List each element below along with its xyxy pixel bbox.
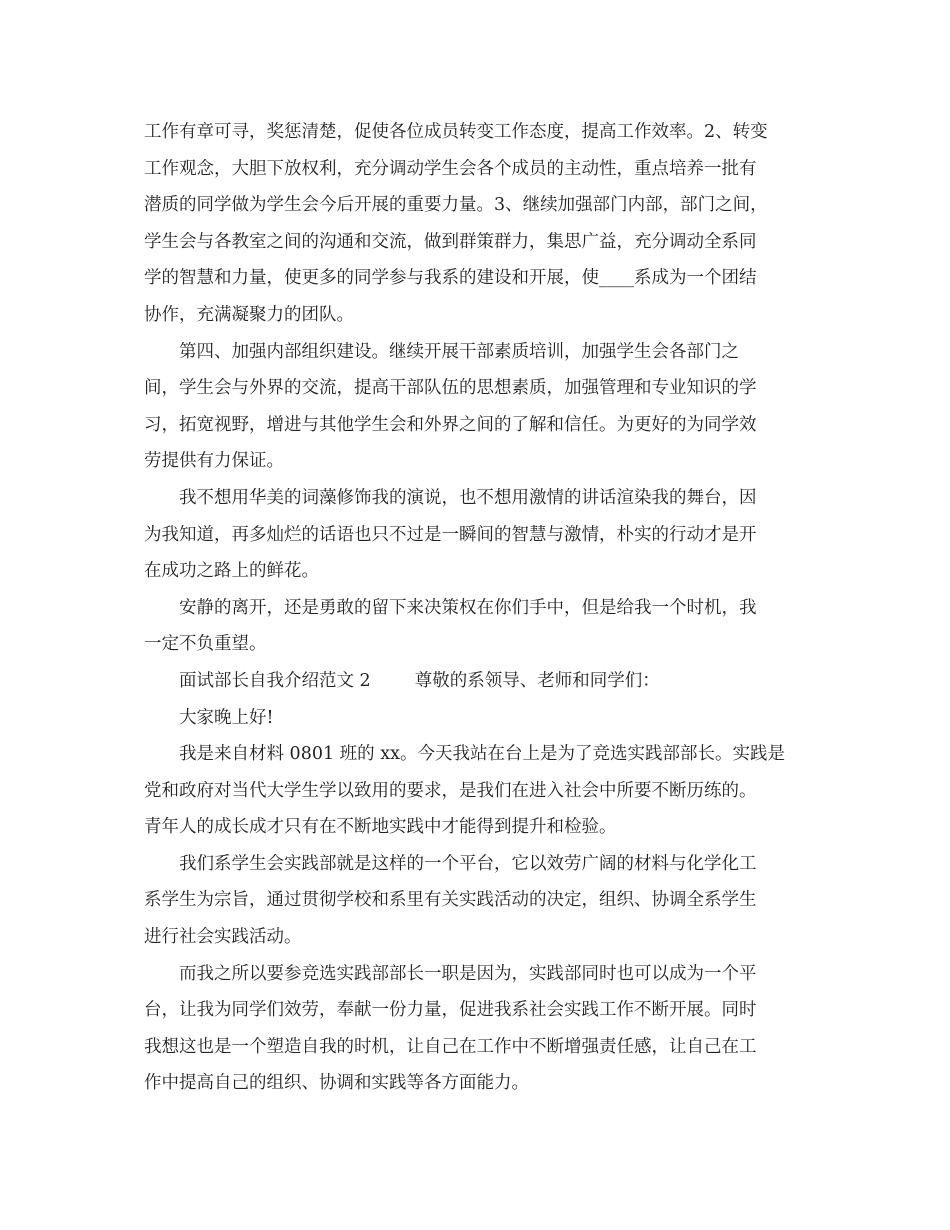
section-heading-line (144, 663, 812, 700)
paragraph-start-line: 而我之所以要参竞选实践部部长一职是因为，实践部同时也可以成为一个平 (179, 963, 757, 984)
paragraph-start-line: 我不想用华美的词藻修饰我的演说，也不想用激情的讲话渲染我的舞台，因 (179, 487, 757, 508)
text-line: 系学生为宗旨，通过贯彻学校和系里有关实践活动的决定，组织、协调全系学生 (144, 890, 757, 911)
paragraph-start-line: 安静的离开，还是勇敢的留下来决策权在你们手中，但是给我一个时机，我 (179, 597, 757, 618)
text-line: 在成功之路上的鲜花。 (144, 561, 319, 582)
greeting-line: 大家晚上好! (179, 707, 274, 728)
text-line: 进行社会实践活动。 (144, 927, 302, 948)
text-line: 习，拓宽视野，增进与其他学生会和外界之间的了解和信任。为更好的为同学效 (144, 414, 757, 435)
text-line: 学生会与各教室之间的沟通和交流，做到群策群力，集思广益，充分调动全系同 (144, 231, 757, 252)
section-title: 面试部长自我介绍范文 2 (179, 670, 371, 691)
text-line: 台，让我为同学们效劳，奉献一份力量，促进我系社会实践工作不断开展。同时 (144, 1000, 757, 1021)
text-line: 一定不负重望。 (144, 634, 267, 655)
text-line: 学的智慧和力量，使更多的同学参与我系的建设和开展，使____系成为一个团结 (144, 268, 757, 289)
paragraph-start-line: 我是来自材料 0801 班的 xx。今天我站在台上是为了竞选实践部部长。实践是 (179, 744, 785, 765)
text-line: 我想这也是一个塑造自我的时机，让自己在工作中不断增强责任感，让自己在工 (144, 1036, 757, 1057)
text-line: 间，学生会与外界的交流，提高干部队伍的思想素质，加强管理和专业知识的学 (144, 378, 757, 399)
text-line: 协作，充满凝聚力的团队。 (144, 304, 354, 325)
text-line: 为我知道，再多灿烂的话语也只不过是一瞬间的智慧与激情，朴实的行动才是开 (144, 524, 757, 545)
text-line: 青年人的成长成才只有在不断地实践中才能得到提升和检验。 (144, 817, 617, 838)
text-line: 工作有章可寻，奖惩清楚，促使各位成员转变工作态度，提高工作效率。2、转变 (144, 122, 768, 142)
paragraph-start-line: 我们系学生会实践部就是这样的一个平台，它以效劳广阔的材料与化学化工 (179, 853, 757, 874)
salutation: 尊敬的系领导、老师和同学们： (414, 670, 660, 691)
document-body (144, 114, 812, 1102)
text-line: 作中提高自己的组织、协调和实践等各方面能力。 (144, 1073, 529, 1094)
text-line: 劳提供有力保证。 (144, 451, 284, 472)
text-line: 工作观念，大胆下放权利，充分调动学生会各个成员的主动性，重点培养一批有 (144, 158, 757, 179)
text-line: 潜质的同学做为学生会今后开展的重要力量。3、继续加强部门内部，部门之间， (144, 195, 768, 216)
paragraph-start-line: 第四、加强内部组织建设。继续开展干部素质培训，加强学生会各部门之 (179, 341, 739, 362)
text-line: 党和政府对当代大学生学以致用的要求，是我们在进入社会中所要不断历练的。 (144, 780, 757, 801)
